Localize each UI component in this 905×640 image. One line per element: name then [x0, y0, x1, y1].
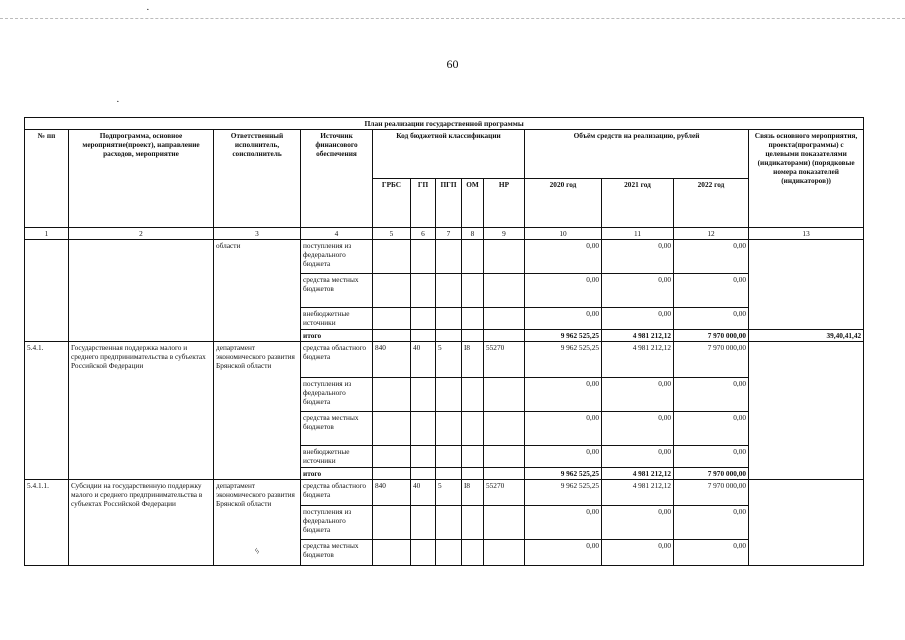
code-om: I8: [462, 480, 484, 506]
column-number: 1: [25, 228, 69, 240]
header-row: [25, 130, 864, 179]
row-source: средства местных бюджетов: [301, 540, 373, 566]
row-source: средства областного бюджета: [301, 480, 373, 506]
program-plan-table-wrapper: [24, 117, 863, 566]
header-grbs: ГРБС: [373, 179, 411, 228]
value-2021: 0,00: [602, 446, 674, 468]
value-2020: 0,00: [525, 540, 602, 566]
column-number: 6: [411, 228, 436, 240]
value-2022: 0,00: [674, 274, 749, 308]
value-2020: 9 962 525,25: [525, 342, 602, 378]
value-2020: 9 962 525,25: [525, 468, 602, 480]
value-2022: 7 970 000,00: [674, 342, 749, 378]
row-name-empty: [69, 240, 214, 342]
row-num-empty: [25, 240, 69, 342]
value-2020: 0,00: [525, 506, 602, 540]
table-row: [25, 342, 864, 378]
scan-speck: ·: [146, 4, 150, 16]
row-source: внебюджетные источники: [301, 308, 373, 330]
header-executor: Ответственный исполнитель, соисполнитель: [214, 130, 301, 228]
header-2021: 2021 год: [602, 179, 674, 228]
header-num: № пп: [25, 130, 69, 228]
value-2020: 0,00: [525, 412, 602, 446]
column-number: 10: [525, 228, 602, 240]
row-source: средства областного бюджета: [301, 342, 373, 378]
scan-artifact-line: [0, 18, 905, 20]
row-link-empty: [749, 480, 864, 566]
value-2020: 0,00: [525, 378, 602, 412]
header-source: Источник финансового обеспечения: [301, 130, 373, 228]
column-number: 3: [214, 228, 301, 240]
row-num: 5.4.1.: [25, 342, 69, 480]
row-executor: департамент экономического развития Брянской области: [214, 342, 301, 480]
table-row: [25, 480, 864, 506]
column-number: 12: [674, 228, 749, 240]
value-2022: 0,00: [674, 378, 749, 412]
value-2020: 0,00: [525, 446, 602, 468]
row-source-total: итого: [301, 330, 373, 342]
value-2022: 0,00: [674, 506, 749, 540]
code-gp: 40: [411, 480, 436, 506]
value-2021: 4 981 212,12: [602, 480, 674, 506]
header-name: Подпрограмма, основное мероприятие(проект), направление расходов, мероприятие: [69, 130, 214, 228]
table-row: [25, 240, 864, 274]
value-2021: 0,00: [602, 412, 674, 446]
value-2020: 9 962 525,25: [525, 480, 602, 506]
value-2021: 0,00: [602, 274, 674, 308]
value-2022: 7 970 000,00: [674, 330, 749, 342]
row-source: поступления из федерального бюджета: [301, 378, 373, 412]
value-2021: 4 981 212,12: [602, 342, 674, 378]
row-source: средства местных бюджетов: [301, 412, 373, 446]
header-om: ОМ: [462, 179, 484, 228]
header-link: Связь основного мероприятия, проекта(программы) с целевыми показателями (индикаторами) (порядковые номера показателей (индикаторов)): [749, 130, 864, 228]
row-executor: области: [214, 240, 301, 342]
value-2022: 0,00: [674, 540, 749, 566]
row-source-total: итого: [301, 468, 373, 480]
value-2021: 4 981 212,12: [602, 468, 674, 480]
header-pgp: ПГП: [436, 179, 462, 228]
value-2021: 0,00: [602, 378, 674, 412]
column-number: 13: [749, 228, 864, 240]
header-2022: 2022 год: [674, 179, 749, 228]
row-num: 5.4.1.1.: [25, 480, 69, 566]
code-pgp: 5: [436, 480, 462, 506]
value-2022: 0,00: [674, 240, 749, 274]
row-link-empty: [749, 240, 864, 330]
code-om: I8: [462, 342, 484, 378]
column-numbers-row: [25, 228, 864, 240]
code-nr: 55270: [484, 480, 525, 506]
value-2022: 0,00: [674, 412, 749, 446]
table-title: План реализации государственной программы: [25, 118, 864, 130]
code-gp: 40: [411, 342, 436, 378]
page-number: 60: [446, 57, 459, 71]
column-number: 5: [373, 228, 411, 240]
value-2022: 7 970 000,00: [674, 480, 749, 506]
value-2021: 4 981 212,12: [602, 330, 674, 342]
header-kbk: Код бюджетной классификации: [373, 130, 525, 179]
value-2021: 0,00: [602, 240, 674, 274]
row-link-empty: [749, 342, 864, 480]
row-source: средства местных бюджетов: [301, 274, 373, 308]
handwritten-mark: ᛃ: [254, 546, 260, 557]
value-2021: 0,00: [602, 506, 674, 540]
row-source: поступления из федерального бюджета: [301, 506, 373, 540]
header-volume: Объём средств на реализацию, рублей: [525, 130, 749, 179]
column-number: 2: [69, 228, 214, 240]
scan-speck: ·: [116, 96, 120, 108]
value-2020: 0,00: [525, 274, 602, 308]
value-2022: 0,00: [674, 308, 749, 330]
column-number: 9: [484, 228, 525, 240]
value-2020: 0,00: [525, 308, 602, 330]
value-2021: 0,00: [602, 308, 674, 330]
row-executor: департамент экономического развития Брянской области: [214, 480, 301, 566]
value-2020: 0,00: [525, 240, 602, 274]
code-grbs: 840: [373, 480, 411, 506]
value-2022: 7 970 000,00: [674, 468, 749, 480]
program-plan-table: [24, 117, 864, 566]
row-source: поступления из федерального бюджета: [301, 240, 373, 274]
header-2020: 2020 год: [525, 179, 602, 228]
header-gp: ГП: [411, 179, 436, 228]
code-grbs: 840: [373, 342, 411, 378]
row-source: внебюджетные источники: [301, 446, 373, 468]
code-nr: 55270: [484, 342, 525, 378]
value-2021: 0,00: [602, 540, 674, 566]
table-title-row: [25, 118, 864, 130]
indicator-link: 39,40,41,42: [749, 330, 864, 342]
column-number: 4: [301, 228, 373, 240]
row-name: Государственная поддержка малого и среднего предпринимательства в субъектах Российской Федерации: [69, 342, 214, 480]
column-number: 8: [462, 228, 484, 240]
row-name: Субсидии на государственную поддержку малого и среднего предпринимательства в субъектах Российской Федерации: [69, 480, 214, 566]
value-2022: 0,00: [674, 446, 749, 468]
value-2020: 9 962 525,25: [525, 330, 602, 342]
column-number: 11: [602, 228, 674, 240]
header-nr: НР: [484, 179, 525, 228]
code-pgp: 5: [436, 342, 462, 378]
column-number: 7: [436, 228, 462, 240]
